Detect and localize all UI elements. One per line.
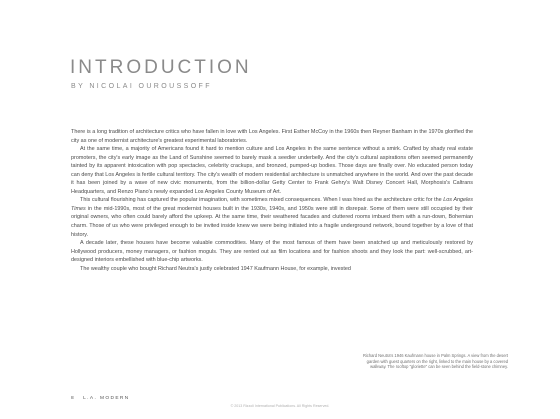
author-byline: BY NICOLAI OUROUSSOFF bbox=[71, 83, 212, 90]
paragraph-4: A decade later, these houses have become valuable commodities. Many of the most famous of them have been snatched up and meticulously restored by Hollywood producers, money managers, or fashion moguls. They are rented out as film locations and for fashion shoots and they look the part: well-scrubbed, art-designed interiors embellished with blue-chip artworks. bbox=[71, 240, 473, 264]
image-caption: Richard Neutra's 1946 Kaufmann house in Palm Springs. A view from the desert garden with guest quarters on the right, linked to the main house by a covered walkway. The rooftop "gloriette" can be seen behind the field-stone chimney. bbox=[362, 353, 508, 370]
publication-title: Los Angeles Times bbox=[71, 197, 473, 212]
paragraph-1: There is a long tradition of architecture critics who have fallen in love with Los Angeles. First Esther McCoy in the 1960s then Reyner Banham in the 1970s glorified the city as one of modernist architecture's greatest experimental laboratories. bbox=[71, 129, 473, 144]
paragraph-5: The wealthy couple who bought Richard Neutra's justly celebrated 1947 Kaufmann House, for example, invested bbox=[80, 265, 351, 272]
section-title: L.A. MODERN bbox=[83, 396, 130, 401]
paragraph-3-rest: in the mid-1990s, most of the great modernist houses built in the 1930s, 1940s, and 1950s were still in disrepair. Some of them were still occupied by their original owners, who often could barely afford the upkeep. At the same time, their weathered facades and cluttered rooms imbued them with a run-down, Bohemian charm. Those of us who were privileged enough to be invited inside knew we were being initiated into a fragile underground network, bound together by a love of that history. bbox=[71, 205, 473, 238]
paragraph-2: At the same time, a majority of Americans found it hard to mention culture and Los Angeles in the same sentence without a smirk. Crafted by shady real estate promoters, the city's early image as the Land of Sunshine seemed to barely mask a seedier underbelly. And the city's cultural aspirations often seemed permanently tainted by its apparent intoxication with pop spectacles, celebrity crackups, and bronzed, pumped-up bodies. Those days are finally over. No educated person today can deny that Los Angeles is fertile cultural territory. The city's wealth of modern residential architecture is unmatched anywhere in the world. And over the past decade it has been joined by a wave of new civic monuments, from the billion-dollar Getty Center to Frank Gehry's Walt Disney Concert Hall, Morphosis's Caltrans Headquarters, and Renzo Piano's newly expanded Los Angeles County Museum of Art. bbox=[71, 146, 473, 195]
copyright-notice: © 2013 Rizzoli International Publications. All Rights Reserved. bbox=[230, 404, 330, 408]
paragraph-3-lead: This cultural flourishing has captured the popular imagination, with sometimes mixed consequences. When I was hired as the architecture critic for the bbox=[80, 197, 444, 204]
page-number: 8 bbox=[71, 396, 76, 401]
paragraph-3 bbox=[71, 196, 473, 239]
page-title: INTRODUCTION bbox=[70, 57, 252, 78]
running-footer bbox=[71, 396, 130, 401]
body-text bbox=[71, 128, 473, 273]
